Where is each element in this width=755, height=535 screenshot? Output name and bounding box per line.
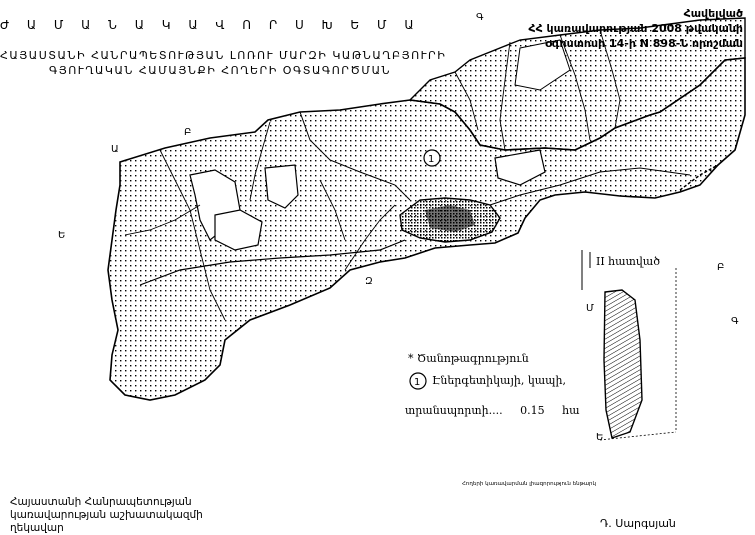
map-letter-top: Գ	[476, 12, 484, 23]
map-title: Ժ Ա Մ Ա Ն Ա Կ Ա Վ Ո Ր Ս Խ Ե Մ Ա	[0, 18, 421, 32]
approval-block	[528, 6, 743, 51]
legend-note	[408, 352, 529, 365]
legend-note-label: Ծանոթագրություն	[417, 352, 529, 365]
inset-letter-left: Մ	[586, 303, 594, 314]
zone-marker-number: 1	[428, 154, 435, 165]
legend-area-value: 0.15	[520, 404, 545, 417]
inset-letter-top: Բ	[717, 262, 725, 273]
legend-area-unit: հա	[562, 404, 580, 417]
signature-block-left	[10, 496, 203, 535]
inset-letter-bottom: Ե	[596, 432, 604, 443]
map-letter-ta: Զ	[365, 276, 373, 287]
signature-line-2: կառավարության աշխատակազմի	[10, 509, 203, 521]
legend-energy-label: Էներգետիկայի, կապի,	[432, 374, 567, 387]
approval-line-2: ՀՀ կառավարության 2008 թվականի	[528, 22, 743, 35]
signature-line-3: ղեկավար	[10, 522, 64, 534]
approval-line-1: Հավելված	[683, 7, 743, 20]
signatory-name: Դ. Սարգսյան	[600, 517, 676, 530]
inset-sheet-label: II հատված	[596, 255, 660, 268]
signature-line-1: Հայաստանի Հանրապետության	[10, 496, 192, 508]
tiny-caption: Հողերի կառավարման լիազորություն ենթարկ	[462, 481, 596, 487]
inset-sheet	[582, 250, 676, 440]
legend-transport-row	[405, 404, 580, 417]
legend-transport-label: տրանսպորտի....	[405, 404, 503, 417]
map-letter-ben: Բ	[184, 127, 192, 138]
inset-letter-right: Գ	[731, 316, 739, 327]
subtitle-line-2: ԳՅՈՒՂԱԿԱՆ ՀԱՄԱՅՆՔԻ ՀՈՂԵՐԻ ՕԳՏԱԳՈՐԾՄԱՆ	[48, 64, 392, 77]
subtitle-line-1: ՀԱՅԱՍՏԱՆԻ ՀԱՆՐԱՊԵՏՈՒԹՅԱՆ ԼՈՌՈՒ ՄԱՐԶԻ ԿԱԹՆԱՂԲՅՈՒՐԻ	[0, 49, 447, 62]
legend-star-symbol: *	[408, 352, 414, 365]
map-letter-ayb: Ա	[111, 144, 119, 155]
legend-circle-number: 1	[414, 377, 421, 388]
approval-line-3: օգոստոսի 14-ի N 898-Ն որոշման	[544, 37, 743, 50]
map-letter-ech: Ե	[58, 230, 66, 241]
map-subtitle	[0, 48, 447, 78]
